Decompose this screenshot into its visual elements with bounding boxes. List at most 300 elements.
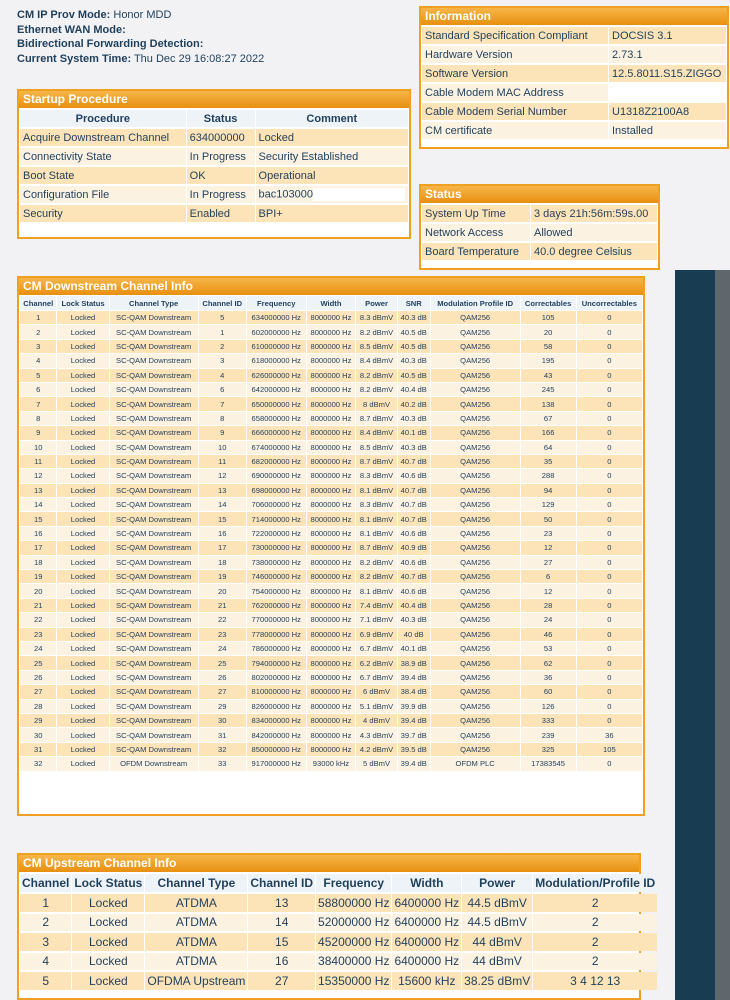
col-header: Modulation Profile ID bbox=[431, 296, 520, 310]
table-row bbox=[20, 914, 657, 932]
table-row bbox=[20, 340, 642, 353]
table-cell: QAM256 bbox=[431, 527, 520, 540]
table-cell: 38.9 dB bbox=[398, 656, 430, 669]
table-cell: 8000000 Hz bbox=[307, 412, 356, 425]
table-cell: Locked bbox=[72, 914, 144, 932]
table-cell: QAM256 bbox=[431, 656, 520, 669]
table-cell: 8 bbox=[20, 412, 56, 425]
table-cell: 6 dBmV bbox=[356, 685, 396, 698]
table-cell: ATDMA bbox=[145, 933, 247, 951]
table-cell: 12 bbox=[521, 584, 576, 597]
table-row bbox=[20, 642, 642, 655]
table-cell: 778000000 Hz bbox=[247, 628, 306, 641]
table-cell: 0 bbox=[577, 757, 642, 770]
redacted-box bbox=[313, 188, 405, 201]
table-cell: 19 bbox=[20, 570, 56, 583]
table-cell: 8000000 Hz bbox=[307, 354, 356, 367]
col-header: Lock Status bbox=[74, 876, 143, 890]
table-row bbox=[20, 412, 642, 425]
table-cell: QAM256 bbox=[431, 426, 520, 439]
table-cell: SC-QAM Downstream bbox=[110, 541, 198, 554]
table-cell: 28 bbox=[20, 700, 56, 713]
table-cell: 8000000 Hz bbox=[307, 325, 356, 338]
table-cell: 6 bbox=[521, 570, 576, 583]
table-cell: 39.4 dB bbox=[398, 671, 430, 684]
table-cell: Locked bbox=[57, 642, 108, 655]
table-cell: 1 bbox=[20, 311, 56, 324]
table-cell: 602000000 Hz bbox=[247, 325, 306, 338]
table-cell: 30 bbox=[199, 714, 246, 727]
table-cell: 5.1 dBmV bbox=[356, 700, 396, 713]
table-row bbox=[20, 584, 642, 597]
table-cell: 8000000 Hz bbox=[307, 642, 356, 655]
table-cell: 706000000 Hz bbox=[247, 498, 306, 511]
table-cell: QAM256 bbox=[431, 412, 520, 425]
table-cell: 13 bbox=[248, 894, 315, 912]
table-cell: 23 bbox=[20, 628, 56, 641]
table-cell: 8000000 Hz bbox=[307, 570, 356, 583]
table-cell: 29 bbox=[20, 714, 56, 727]
table-cell: Locked bbox=[57, 311, 108, 324]
table-cell: QAM256 bbox=[431, 340, 520, 353]
table-row bbox=[20, 700, 642, 713]
table-cell: Locked bbox=[57, 354, 108, 367]
table-cell: 8000000 Hz bbox=[307, 484, 356, 497]
table-cell: Locked bbox=[57, 599, 108, 612]
table-cell: 834000000 Hz bbox=[247, 714, 306, 727]
table-cell: 8000000 Hz bbox=[307, 426, 356, 439]
table-cell: QAM256 bbox=[431, 455, 520, 468]
table-row bbox=[20, 383, 642, 396]
table-cell: Locked bbox=[57, 441, 108, 454]
table-cell: SC-QAM Downstream bbox=[110, 340, 198, 353]
table-cell: 8000000 Hz bbox=[307, 685, 356, 698]
table-cell: QAM256 bbox=[431, 397, 520, 410]
table-row bbox=[20, 512, 642, 525]
table-cell: 32 bbox=[20, 757, 56, 770]
status-row: Network Access Allowed bbox=[422, 224, 657, 241]
table-cell: Locked bbox=[57, 628, 108, 641]
table-cell: 40.7 dB bbox=[398, 570, 430, 583]
table-cell: QAM256 bbox=[431, 541, 520, 554]
table-row bbox=[20, 743, 642, 756]
table-cell: QAM256 bbox=[431, 642, 520, 655]
table-cell: 8000000 Hz bbox=[307, 671, 356, 684]
table-cell: 39.9 dB bbox=[398, 700, 430, 713]
table-cell: 13 bbox=[199, 484, 246, 497]
table-cell: 40.2 dB bbox=[398, 397, 430, 410]
table-row bbox=[20, 455, 642, 468]
table-cell: QAM256 bbox=[431, 512, 520, 525]
table-cell: 746000000 Hz bbox=[247, 570, 306, 583]
table-cell: 8 bbox=[199, 412, 246, 425]
table-cell: 0 bbox=[577, 397, 642, 410]
table-cell: 786000000 Hz bbox=[247, 642, 306, 655]
table-cell: 38.4 dB bbox=[398, 685, 430, 698]
table-cell: 40.4 dB bbox=[398, 599, 430, 612]
table-cell: 3 bbox=[20, 340, 56, 353]
table-cell: 810000000 Hz bbox=[247, 685, 306, 698]
col-header: Frequency bbox=[316, 874, 391, 892]
table-cell: 40.3 dB bbox=[398, 613, 430, 626]
table-cell: 8.3 dBmV bbox=[356, 311, 396, 324]
table-cell: Locked bbox=[57, 685, 108, 698]
table-cell: SC-QAM Downstream bbox=[110, 599, 198, 612]
table-cell: SC-QAM Downstream bbox=[110, 656, 198, 669]
table-cell: 10 bbox=[20, 441, 56, 454]
table-row bbox=[20, 613, 642, 626]
table-cell: 40.3 dB bbox=[398, 354, 430, 367]
table-cell: 6400000 Hz bbox=[394, 895, 460, 910]
table-cell: 40.7 dB bbox=[398, 484, 430, 497]
information-row: Standard Specification Compliant DOCSIS 3.1 bbox=[422, 27, 726, 44]
table-cell: 105 bbox=[521, 311, 576, 324]
table-cell: 8000000 Hz bbox=[307, 700, 356, 713]
table-cell: 40.5 dB bbox=[398, 325, 430, 338]
table-cell: 8000000 Hz bbox=[307, 556, 356, 569]
table-cell: 6.2 dBmV bbox=[356, 656, 396, 669]
config-file-value: bac103000 bbox=[258, 188, 313, 201]
table-cell: 826000000 Hz bbox=[247, 700, 306, 713]
table-cell: 20 bbox=[199, 584, 246, 597]
table-cell: Locked bbox=[57, 743, 108, 756]
table-cell: 12 bbox=[199, 469, 246, 482]
table-cell: 26 bbox=[199, 671, 246, 684]
table-cell: 8000000 Hz bbox=[307, 455, 356, 468]
table-cell: SC-QAM Downstream bbox=[110, 455, 198, 468]
table-cell: Locked bbox=[57, 512, 108, 525]
mac-address-value bbox=[609, 84, 726, 101]
table-cell: 0 bbox=[577, 441, 642, 454]
table-cell: 0 bbox=[577, 512, 642, 525]
table-cell: 2 bbox=[533, 953, 657, 971]
table-cell: 29 bbox=[199, 700, 246, 713]
table-cell: 0 bbox=[577, 325, 642, 338]
table-cell: 8000000 Hz bbox=[307, 498, 356, 511]
information-row: CM certificate Installed bbox=[422, 122, 726, 139]
table-cell: 24 bbox=[521, 613, 576, 626]
information-row: Cable Modem MAC Address bbox=[422, 84, 726, 101]
table-cell: QAM256 bbox=[431, 369, 520, 382]
table-cell: QAM256 bbox=[431, 728, 520, 741]
table-cell: 12 bbox=[20, 469, 56, 482]
table-cell: Locked bbox=[72, 933, 144, 951]
table-cell: 4.2 dBmV bbox=[356, 743, 396, 756]
table-cell: 40.9 dB bbox=[398, 541, 430, 554]
table-cell: Locked bbox=[57, 757, 108, 770]
table-cell: 26 bbox=[20, 671, 56, 684]
table-cell: 5 dBmV bbox=[356, 757, 396, 770]
table-row: Connectivity State In Progress Security Established bbox=[20, 148, 408, 165]
table-cell: 18 bbox=[199, 556, 246, 569]
table-cell: 8 dBmV bbox=[356, 397, 396, 410]
table-cell: 12 bbox=[521, 541, 576, 554]
table-cell: 0 bbox=[577, 484, 642, 497]
table-cell: Locked bbox=[57, 397, 108, 410]
table-cell: 64 bbox=[521, 441, 576, 454]
table-cell: 762000000 Hz bbox=[247, 599, 306, 612]
table-cell: 40.6 dB bbox=[398, 469, 430, 482]
table-row bbox=[20, 599, 642, 612]
table-cell: 31 bbox=[20, 743, 56, 756]
table-row bbox=[20, 570, 642, 583]
information-title: Information bbox=[421, 8, 727, 25]
table-cell: SC-QAM Downstream bbox=[110, 714, 198, 727]
table-cell: QAM256 bbox=[431, 743, 520, 756]
table-cell: 802000000 Hz bbox=[247, 671, 306, 684]
table-cell: ATDMA bbox=[145, 894, 247, 912]
table-row bbox=[20, 933, 657, 951]
upstream-table bbox=[19, 872, 658, 992]
table-cell: 39.7 dB bbox=[398, 728, 430, 741]
table-cell: OFDMA Upstream bbox=[147, 973, 246, 988]
table-cell: 2 bbox=[20, 325, 56, 338]
table-cell: 45200000 Hz bbox=[318, 934, 390, 949]
table-cell: 850000000 Hz bbox=[247, 743, 306, 756]
table-cell: 0 bbox=[577, 498, 642, 511]
table-cell: Locked bbox=[57, 728, 108, 741]
table-cell: SC-QAM Downstream bbox=[110, 556, 198, 569]
table-cell: 40.3 dB bbox=[398, 441, 430, 454]
table-cell: Locked bbox=[57, 383, 108, 396]
col-header: Frequency bbox=[247, 296, 306, 310]
status-row: System Up Time 3 days 21h:56m:59s.00 bbox=[422, 205, 657, 222]
table-cell: SC-QAM Downstream bbox=[110, 383, 198, 396]
table-cell: 40 dB bbox=[398, 628, 430, 641]
table-cell: 10 bbox=[199, 441, 246, 454]
table-cell: QAM256 bbox=[431, 613, 520, 626]
table-cell: 8.1 dBmV bbox=[356, 584, 396, 597]
table-cell: 8000000 Hz bbox=[307, 714, 356, 727]
table-cell: QAM256 bbox=[431, 628, 520, 641]
table-cell: QAM256 bbox=[431, 714, 520, 727]
table-cell: 14 bbox=[20, 498, 56, 511]
table-cell: 16 bbox=[199, 527, 246, 540]
table-cell: 20 bbox=[20, 584, 56, 597]
table-cell: 46 bbox=[521, 628, 576, 641]
table-row: Security Enabled BPI+ bbox=[20, 205, 408, 222]
table-cell: 36 bbox=[577, 728, 642, 741]
table-cell: Locked bbox=[57, 484, 108, 497]
table-cell: 43 bbox=[521, 369, 576, 382]
table-cell: OFDM PLC bbox=[431, 757, 520, 770]
table-cell: 25 bbox=[20, 656, 56, 669]
information-table bbox=[421, 25, 727, 141]
table-cell: 39.5 dB bbox=[398, 743, 430, 756]
table-cell: Locked bbox=[57, 700, 108, 713]
table-cell: QAM256 bbox=[431, 671, 520, 684]
table-row bbox=[20, 953, 657, 971]
table-cell: 8.1 dBmV bbox=[356, 512, 396, 525]
table-cell: 58 bbox=[521, 340, 576, 353]
table-cell: 722000000 Hz bbox=[247, 527, 306, 540]
table-cell: 38.25 dBmV bbox=[464, 973, 531, 988]
table-cell: SC-QAM Downstream bbox=[110, 325, 198, 338]
table-cell: 6 bbox=[20, 383, 56, 396]
table-cell: 245 bbox=[521, 383, 576, 396]
table-cell: 24 bbox=[20, 642, 56, 655]
table-row bbox=[20, 556, 642, 569]
table-cell: 18 bbox=[20, 556, 56, 569]
table-cell: SC-QAM Downstream bbox=[110, 584, 198, 597]
table-cell: 15 bbox=[248, 933, 315, 951]
table-cell: QAM256 bbox=[431, 570, 520, 583]
table-cell: 0 bbox=[577, 527, 642, 540]
table-cell: 27 bbox=[521, 556, 576, 569]
information-row: Cable Modem Serial Number U1318Z2100A8 bbox=[422, 103, 726, 120]
table-cell: 60 bbox=[521, 685, 576, 698]
table-cell: 15 bbox=[199, 512, 246, 525]
col-header: SNR bbox=[398, 296, 430, 310]
table-cell: 0 bbox=[577, 642, 642, 655]
table-cell: Locked bbox=[57, 671, 108, 684]
top-info-line: Ethernet WAN Mode: bbox=[17, 23, 126, 36]
table-row bbox=[20, 469, 642, 482]
table-cell: 6400000 Hz bbox=[394, 934, 460, 949]
table-cell: 14 bbox=[248, 914, 315, 932]
table-cell: 0 bbox=[577, 599, 642, 612]
col-header: Power bbox=[462, 874, 532, 892]
table-row bbox=[20, 484, 642, 497]
downstream-header-row bbox=[20, 296, 642, 310]
table-cell: 0 bbox=[577, 340, 642, 353]
table-cell: 8.2 dBmV bbox=[356, 570, 396, 583]
table-cell: 8000000 Hz bbox=[307, 628, 356, 641]
table-cell: Locked bbox=[57, 369, 108, 382]
table-cell: 17383545 bbox=[521, 757, 576, 770]
table-row bbox=[20, 714, 642, 727]
table-cell: 8.5 dBmV bbox=[356, 441, 396, 454]
downstream-title: CM Downstream Channel Info bbox=[19, 278, 643, 295]
table-cell: SC-QAM Downstream bbox=[110, 671, 198, 684]
table-cell: 3 4 12 13 bbox=[533, 972, 657, 990]
table-cell: 25 bbox=[199, 656, 246, 669]
table-cell: 6 bbox=[199, 383, 246, 396]
table-cell: 5 bbox=[20, 972, 71, 990]
table-row bbox=[20, 972, 657, 990]
table-cell: 11 bbox=[20, 455, 56, 468]
table-cell: 39.4 dB bbox=[398, 714, 430, 727]
table-cell: 8000000 Hz bbox=[307, 512, 356, 525]
table-row bbox=[20, 311, 642, 324]
table-cell: OFDM Downstream bbox=[110, 757, 198, 770]
table-cell: 7.4 dBmV bbox=[356, 599, 396, 612]
table-cell: 22 bbox=[199, 613, 246, 626]
table-cell: 7.1 dBmV bbox=[356, 613, 396, 626]
table-cell: 8000000 Hz bbox=[307, 541, 356, 554]
table-cell: 8.1 dBmV bbox=[356, 484, 396, 497]
col-header: Procedure bbox=[20, 110, 186, 127]
table-cell: 94 bbox=[521, 484, 576, 497]
table-cell: Locked bbox=[57, 469, 108, 482]
table-cell: 8000000 Hz bbox=[307, 743, 356, 756]
table-cell: QAM256 bbox=[431, 311, 520, 324]
table-cell: 8000000 Hz bbox=[307, 613, 356, 626]
table-cell: Locked bbox=[72, 972, 144, 990]
table-cell: 44 dBmV bbox=[462, 933, 532, 951]
table-cell: 8.1 dBmV bbox=[356, 527, 396, 540]
table-row bbox=[20, 369, 642, 382]
downstream-panel bbox=[17, 276, 645, 816]
table-cell: 794000000 Hz bbox=[247, 656, 306, 669]
status-panel bbox=[419, 184, 660, 270]
table-cell: 239 bbox=[521, 728, 576, 741]
table-cell: 23 bbox=[521, 527, 576, 540]
table-cell: 14 bbox=[199, 498, 246, 511]
table-cell: SC-QAM Downstream bbox=[110, 628, 198, 641]
table-cell: 44.5 dBmV bbox=[462, 914, 532, 932]
table-cell: Locked bbox=[57, 656, 108, 669]
table-cell: 17 bbox=[20, 541, 56, 554]
table-cell: 8.5 dBmV bbox=[356, 340, 396, 353]
information-row: Hardware Version 2.73.1 bbox=[422, 46, 726, 63]
table-cell: 8000000 Hz bbox=[307, 441, 356, 454]
table-cell: SC-QAM Downstream bbox=[110, 426, 198, 439]
table-cell: 67 bbox=[521, 412, 576, 425]
table-cell: 8.7 dBmV bbox=[356, 455, 396, 468]
col-header: Power bbox=[356, 296, 396, 310]
col-header: Modulation/Profile ID bbox=[535, 876, 656, 890]
table-row bbox=[20, 656, 642, 669]
table-cell: 7 bbox=[199, 397, 246, 410]
table-cell: 19 bbox=[199, 570, 246, 583]
table-cell: 610000000 Hz bbox=[247, 340, 306, 353]
table-cell: 658000000 Hz bbox=[247, 412, 306, 425]
table-cell: Locked bbox=[57, 527, 108, 540]
table-cell: 0 bbox=[577, 455, 642, 468]
table-cell: 5 bbox=[199, 311, 246, 324]
table-cell: 6.9 dBmV bbox=[356, 628, 396, 641]
table-cell: Locked bbox=[72, 894, 144, 912]
table-cell: 325 bbox=[521, 743, 576, 756]
col-header: Uncorrectables bbox=[577, 296, 642, 310]
table-cell: 650000000 Hz bbox=[247, 397, 306, 410]
table-cell: 3 bbox=[199, 354, 246, 367]
table-cell: 0 bbox=[577, 412, 642, 425]
table-cell: 4 bbox=[20, 953, 71, 971]
table-cell: 32 bbox=[199, 743, 246, 756]
table-row bbox=[20, 757, 642, 770]
table-row bbox=[20, 397, 642, 410]
table-cell: 40.3 dB bbox=[398, 412, 430, 425]
table-cell: 738000000 Hz bbox=[247, 556, 306, 569]
table-cell: 8000000 Hz bbox=[307, 311, 356, 324]
table-cell: 35 bbox=[521, 455, 576, 468]
table-cell: 0 bbox=[577, 541, 642, 554]
table-cell: 333 bbox=[521, 714, 576, 727]
col-header: Channel ID bbox=[199, 296, 246, 310]
table-cell: SC-QAM Downstream bbox=[110, 469, 198, 482]
table-row bbox=[20, 354, 642, 367]
table-row: Acquire Downstream Channel 634000000 Locked bbox=[20, 129, 408, 146]
table-cell: 8000000 Hz bbox=[307, 397, 356, 410]
table-cell: 674000000 Hz bbox=[247, 441, 306, 454]
table-row bbox=[20, 685, 642, 698]
table-cell: 770000000 Hz bbox=[247, 613, 306, 626]
table-cell: 17 bbox=[199, 541, 246, 554]
col-header: Comment bbox=[256, 110, 408, 127]
downstream-table bbox=[19, 295, 643, 772]
table-cell: 38400000 Hz bbox=[318, 954, 390, 969]
table-cell: 40.1 dB bbox=[398, 426, 430, 439]
table-cell: SC-QAM Downstream bbox=[110, 728, 198, 741]
table-cell: 0 bbox=[577, 556, 642, 569]
table-cell: 27 bbox=[20, 685, 56, 698]
table-cell: 28 bbox=[521, 599, 576, 612]
table-cell: SC-QAM Downstream bbox=[110, 700, 198, 713]
col-header: Channel Type bbox=[145, 874, 247, 892]
col-header: Channel Type bbox=[110, 296, 198, 310]
